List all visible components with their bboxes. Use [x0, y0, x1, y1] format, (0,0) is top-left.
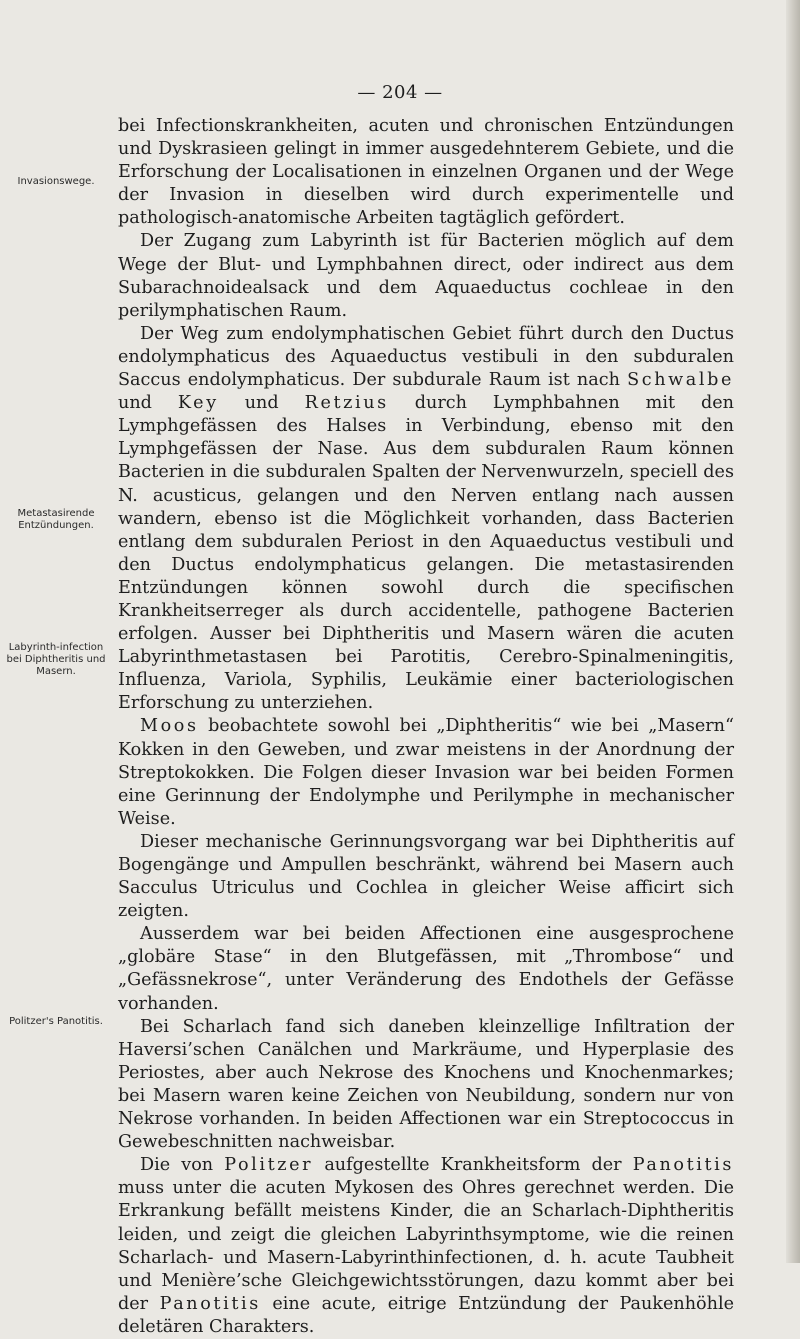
author-key: Key [177, 393, 219, 414]
paragraph-6: Ausserdem war bei beiden Affectionen eine ausgesprochene „globäre Stase“ in den Blutgefässen, mit „Thrombose“ und „Gefässnekrose“, unter Veränderung des Endothels der Gefässe vorhanden. [118, 924, 734, 1014]
paragraph-8-text-c: muss unter die acuten Mykosen des Ohres gerechnet werden. Die Erkrankung befällt meistens Kinder, die an Scharlach-Diphtheritis leiden, und zeigt die gleichen Labyrinthsymptome, wie die reinen Scharlach- und Masern-Labyrinthinfectionen, d. h. acute Taubheit und Menière’sche Gleichgewichtsstörungen, dazu kommt aber bei der [118, 1178, 734, 1314]
margin-note-politzer: Politzer's Panotitis. [9, 1016, 103, 1027]
paragraph-8-text-a: Die von [140, 1155, 214, 1176]
paragraph-4 [118, 715, 734, 830]
body-text [118, 115, 734, 1339]
paragraph-3-text-a: Der Weg zum endolymphatischen Gebiet führt durch den Ductus endolymphaticus des Aquaeductus vestibuli in den subduralen Saccus endolymphaticus. Der subdurale Raum ist nach [118, 323, 734, 391]
term-panotitis: Panotitis [632, 1155, 735, 1176]
paragraph-3-text-b: und [118, 393, 152, 414]
author-politzer: Politzer [224, 1155, 314, 1176]
paragraph-7: Bei Scharlach fand sich daneben kleinzellige Infiltration der Haversi’schen Canälchen und Markräume, und Hyperplasie des Periostes, aber auch Nekrose des Knochens und Knochenmarkes; bei Masern waren keine Zeichen von Neubildung, sondern nur von Nekrose vorhanden. In beiden Affectionen war ein Streptococcus in Gewebeschnitten nachweisbar. [118, 1016, 734, 1153]
paragraph-3-text-d: durch Lymphbahnen mit den Lymphgefässen des Halses in Verbindung, ebenso mit den Lymphgefässen der Nase. Aus dem subduralen Raum können Bacterien in die subduralen Spalten der Nervenwurzeln, speciell des N. acusticus, gelangen und den Nerven entlang nach aussen wandern, ebenso ist die Möglichkeit vorhanden, dass Bacterien entlang dem subduralen Periost in den Aquaeductus vestibuli und den Ductus endolymphaticus gelangen. Die metastasirenden Entzündungen können sowohl durch die specifischen Krankheitserreger als durch accidentelle, pathogene Bacterien erfolgen. Ausser bei Diphtheritis und Masern wären die acuten Labyrinthmetastasen bei Parotitis, Cerebro-Spinalmeningitis, Influenza, Variola, Syphilis, Leukämie einer bacteriologischen Erforschung zu unterziehen. [118, 393, 734, 714]
margin-note-invasion: Invasionswege. [17, 176, 95, 187]
paragraph-3 [118, 323, 734, 716]
term-panotitis-2: Panotitis [159, 1293, 261, 1314]
margin-note-labyrinth: Labyrinth-infection bei Diphtheritis und Masern. [6, 642, 106, 677]
author-moos: Moos [140, 716, 199, 737]
paragraph-8-text-d: eine acute, eitrige Entzündung der Paukenhöhle deletären Charakters. [118, 1293, 735, 1337]
page-edge-shadow [786, 0, 800, 1263]
paragraph-1: bei Infectionskrankheiten, acuten und chronischen Entzündungen und Dyskrasieen gelingt in immer ausgedehnterem Gebiete, und die Erforschung der Localisationen in einzelnen Organen und der Wege der Invasion in dieselben wird durch experimentelle und pathologisch-anatomische Arbeiten tagtäglich gefördert. [118, 116, 734, 229]
paragraph-2: Der Zugang zum Labyrinth ist für Bacterien möglich auf dem Wege der Blut- und Lymphbahnen direct, oder indirect aus dem Subarachnoidealsack und dem Aquaeductus cochleae in den perilymphatischen Raum. [118, 231, 734, 321]
author-retzius: Retzius [304, 393, 389, 414]
paragraph-3-text-c: und [244, 393, 279, 414]
author-schwalbe: Schwalbe [627, 370, 734, 391]
paragraph-8 [118, 1154, 734, 1339]
paragraph-4-text: beobachtete sowohl bei „Diphtheritis“ wie bei „Masern“ Kokken in den Geweben, und zwar meistens in der Anordnung der Streptokokken. Die Folgen dieser Invasion war bei beiden Formen eine Gerinnung der Endolymphe und Perilymphe in mechanischer Weise. [118, 716, 734, 829]
paragraph-5: Dieser mechanische Gerinnungsvorgang war bei Diphtheritis auf Bogengänge und Ampullen beschränkt, während bei Masern auch Sacculus Utriculus und Cochlea in gleicher Weise afficirt sich zeigten. [118, 831, 734, 922]
margin-note-metastatic: Metastasirende Entzündungen. [17, 508, 95, 531]
paragraph-8-text-b: aufgestellte Krankheitsform der [324, 1155, 622, 1176]
page-number: — 204 — [357, 82, 443, 103]
